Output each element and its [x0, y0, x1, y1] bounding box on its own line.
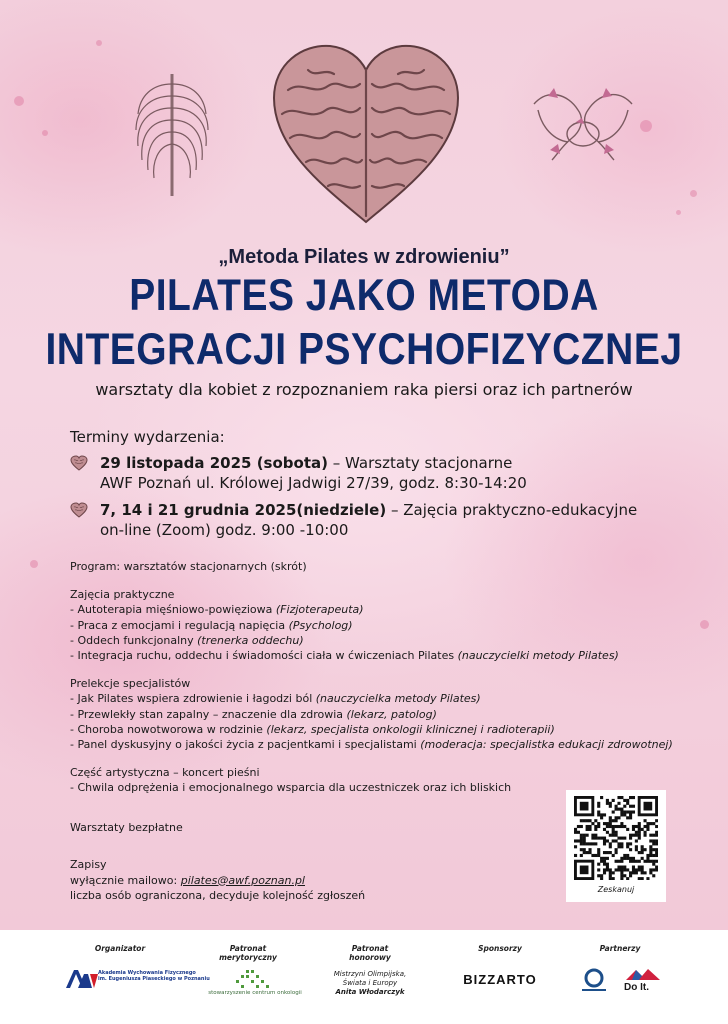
honor-patron-text: Mistrzyni Olimpijska, Świata i Europy Anita Włodarczyk — [333, 970, 407, 996]
ribcage-illustration — [132, 70, 212, 200]
brain-heart-icon — [70, 455, 88, 471]
paint-splash — [700, 620, 709, 629]
patron-column: Patronat merytoryczny — [219, 944, 277, 962]
honor-patron-column: Patronat honorowy — [349, 944, 391, 962]
list-item: - Panel dyskusyjny o jakości życia z pacjentkami i specjalistami (moderacja: specjalistka edukacji zdrowotnej) — [70, 738, 673, 752]
awf-name: Akademia Wychowania Fizycznego im. Eugeniusza Piaseckiego w Poznaniu — [98, 970, 210, 982]
paint-splash — [42, 130, 48, 136]
list-item: - Autoterapia mięśniowo-powięziowa (Fizjoterapeuta) — [70, 603, 364, 617]
list-item: - Oddech funkcjonalny (trenerka oddechu) — [70, 633, 304, 647]
event-item — [70, 500, 637, 540]
qr-code[interactable] — [574, 796, 658, 880]
qr-code-panel[interactable] — [566, 790, 666, 902]
paint-splash — [640, 120, 652, 132]
list-item: - Praca z emocjami i regulacją napięcia (Psycholog) — [70, 618, 353, 632]
paint-splash — [676, 210, 681, 215]
partner-ring-logo-icon — [580, 967, 608, 995]
program-heading: Program: warsztatów stacjonarnych (skrót) — [70, 560, 307, 573]
paint-splash — [96, 40, 102, 46]
heart-brain-illustration — [268, 40, 464, 230]
list-item: - Choroba nowotworowa w rodzinie (lekarz, specjalista onkologii klinicznej i radioterapii) — [70, 722, 555, 736]
signup-note: liczba osób ograniczona, decyduje kolejność zgłoszeń — [70, 889, 366, 902]
list-item: - Jak Pilates wspiera zdrowienie i łagodzi ból (nauczycielka metody Pilates) — [70, 692, 481, 706]
signup-section — [70, 857, 365, 904]
list-item: - Integracja ruchu, oddechu i świadomości ciała w ćwiczeniach Pilates (nauczycielki metody Pilates) — [70, 649, 619, 663]
lectures-block — [70, 676, 690, 752]
event-location: on-line (Zoom) godz. 9:00 -10:00 — [100, 521, 349, 539]
organizer-heading: Organizator — [94, 944, 146, 953]
footer-sponsors — [0, 930, 728, 1024]
main-title-line-1: PILATES JAKO METODA — [129, 270, 599, 321]
art-title: Część artystyczna – koncert pieśni — [70, 766, 260, 780]
onkologia-name: stowarzyszenie centrum onkologii — [208, 990, 302, 996]
event-description: – Warsztaty stacjonarne — [327, 454, 513, 472]
sponsor-column: Sponsorzy — [478, 944, 522, 953]
main-title-line-2: INTEGRACJI PSYCHOFIZYCZNEJ — [45, 324, 683, 375]
event-location: AWF Poznań ul. Królowej Jadwigi 27/39, godz. 8:30-14:20 — [100, 474, 527, 492]
paint-splash — [690, 190, 697, 197]
free-workshops-label: Warsztaty bezpłatne — [70, 821, 183, 834]
tagline: warsztaty dla kobiet z rozpoznaniem raka piersi oraz ich partnerów — [95, 380, 633, 399]
partner-column: Partnerzy — [599, 944, 641, 953]
list-item: - Przewlekły stan zapalny – znaczenie dla zdrowia (lekarz, patolog) — [70, 707, 437, 721]
lectures-title: Prelekcje specjalistów — [70, 677, 191, 691]
bizzarto-logo: BIZZARTO — [463, 972, 537, 987]
organizer-column — [60, 944, 180, 953]
event-description: – Zajęcia praktyczno-edukacyjne — [386, 501, 638, 519]
signup-title: Zapisy — [70, 858, 107, 871]
events-heading: Terminy wydarzenia: — [70, 428, 225, 446]
brain-heart-icon — [70, 502, 88, 518]
signup-mail-prefix: wyłącznie mailowo: — [70, 873, 181, 887]
program-section — [70, 559, 690, 809]
paint-splash — [14, 96, 24, 106]
event-date: 7, 14 i 21 grudnia 2025(niedziele) — [100, 501, 387, 519]
event-date: 29 listopada 2025 (sobota) — [100, 454, 328, 472]
pelvis-illustration — [528, 84, 638, 164]
paint-splash — [30, 560, 38, 568]
practical-title: Zajęcia praktyczne — [70, 588, 175, 602]
list-item: - Chwila odprężenia i emocjonalnego wsparcia dla uczestniczek oraz ich bliskich — [70, 781, 512, 795]
event-subtitle: „Metoda Pilates w zdrowieniu” — [218, 246, 510, 268]
event-item — [70, 453, 527, 493]
signup-email-link[interactable]: pilates@awf.poznan.pl — [180, 873, 305, 887]
qr-label: Zeskanuj — [597, 885, 635, 894]
doit-name: Do It. — [624, 982, 649, 993]
practical-block — [70, 587, 690, 663]
